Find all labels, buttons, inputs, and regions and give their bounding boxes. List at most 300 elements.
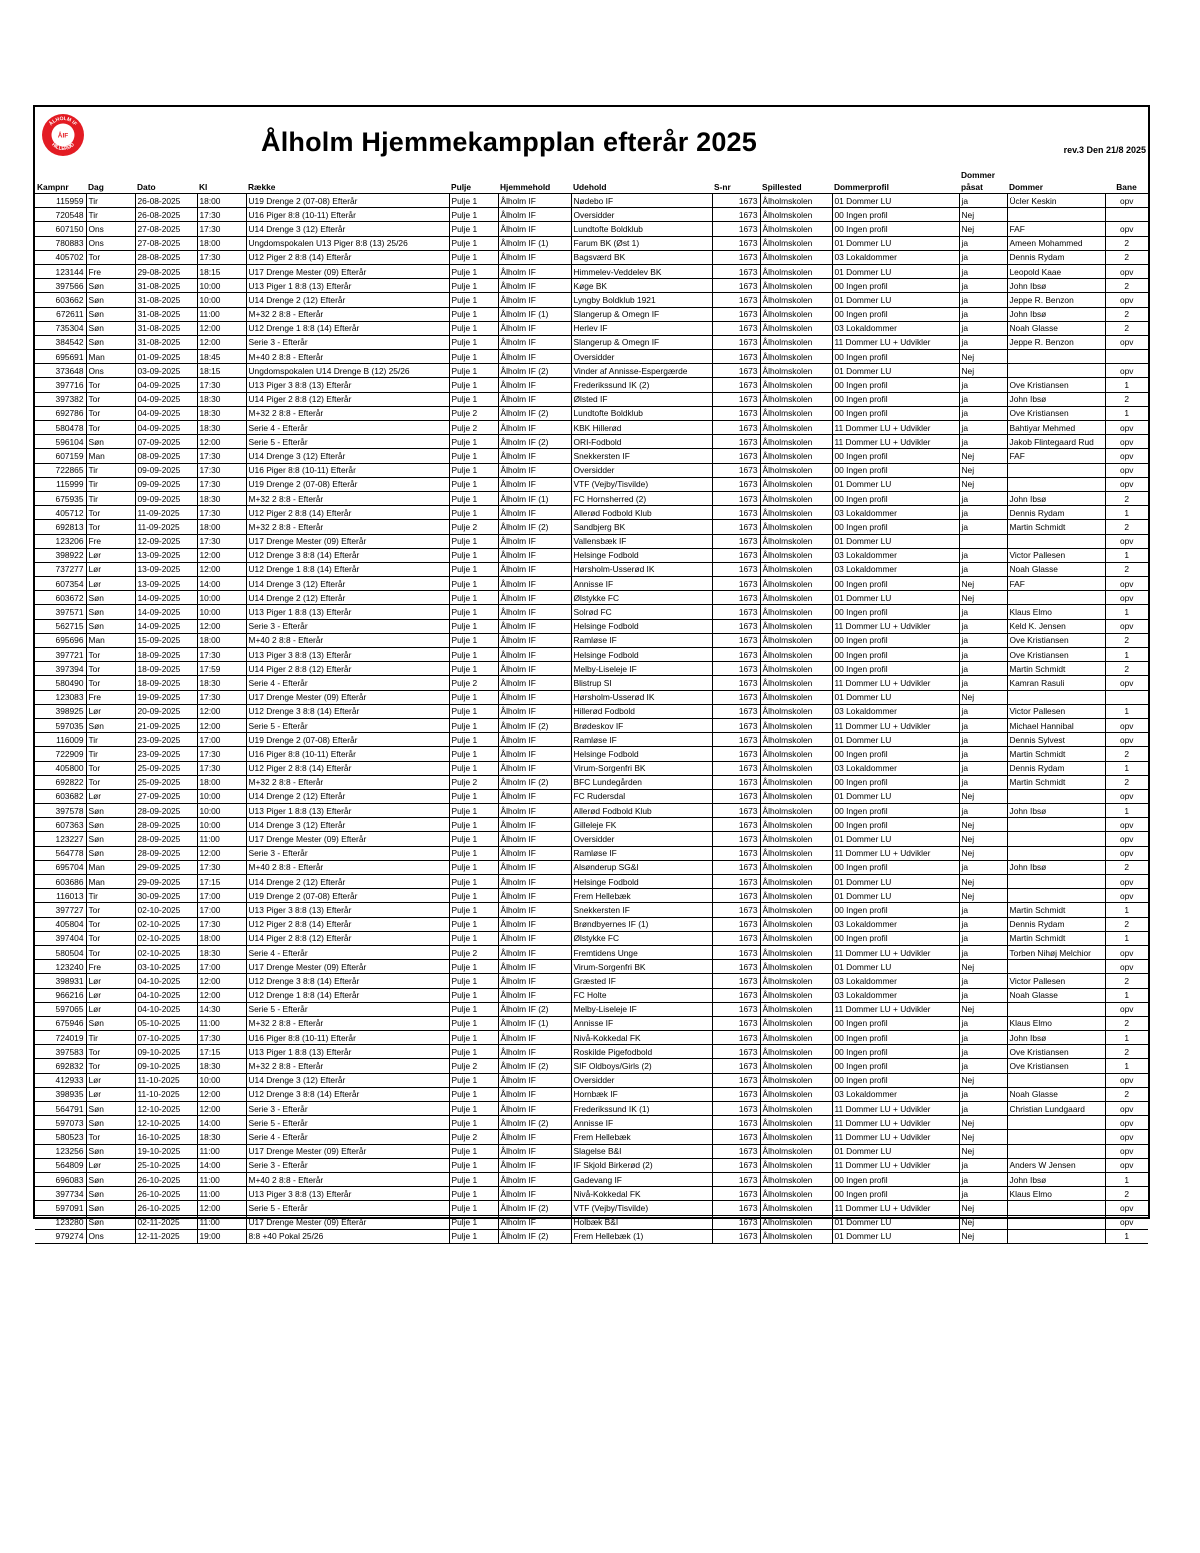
cell-dommer: Ove Kristiansen: [1007, 648, 1105, 662]
cell-s-nr: 1673: [712, 1229, 760, 1243]
cell-kampnr: 607159: [35, 449, 86, 463]
cell-udehold: Lundtofte Boldklub: [571, 406, 712, 420]
cell-dommer-paasat: Nej: [959, 449, 1007, 463]
cell-dommer: Ove Kristiansen: [1007, 406, 1105, 420]
cell-kampnr: 580490: [35, 676, 86, 690]
cell-dommer-paasat: ja: [959, 1016, 1007, 1030]
table-row: [35, 208, 1148, 222]
cell-dommer-paasat: ja: [959, 804, 1007, 818]
cell-pulje: Pulje 1: [449, 534, 498, 548]
cell-udehold: Allerød Fodbold Klub: [571, 506, 712, 520]
cell-pulje: Pulje 1: [449, 321, 498, 335]
cell-hjemmehold: Ålholm IF: [498, 818, 571, 832]
table-row: [35, 435, 1148, 449]
cell-dommer: John Ibsø: [1007, 491, 1105, 505]
cell-raekke: M+40 2 8:8 - Efterår: [246, 633, 449, 647]
cell-hjemmehold: Ålholm IF: [498, 279, 571, 293]
cell-kl: 18:15: [197, 264, 246, 278]
cell-kl: 10:00: [197, 591, 246, 605]
cell-raekke: U19 Drenge 2 (07-08) Efterår: [246, 194, 449, 208]
cell-pulje: Pulje 1: [449, 236, 498, 250]
cell-dato: 28-09-2025: [135, 832, 197, 846]
cell-kampnr: 397566: [35, 279, 86, 293]
cell-udehold: Ramløse IF: [571, 733, 712, 747]
cell-hjemmehold: Ålholm IF: [498, 463, 571, 477]
table-row: [35, 1215, 1148, 1229]
cell-dommer: John Ibsø: [1007, 307, 1105, 321]
cell-s-nr: 1673: [712, 449, 760, 463]
cell-kl: 12:00: [197, 435, 246, 449]
cell-udehold: Lundtofte Boldklub: [571, 222, 712, 236]
cell-dommer: Bahtiyar Mehmed: [1007, 421, 1105, 435]
cell-dommerprofil: 11 Dommer LU + Udvikler: [832, 619, 959, 633]
cell-dag: Søn: [86, 1187, 135, 1201]
cell-hjemmehold: Ålholm IF: [498, 804, 571, 818]
cell-raekke: M+40 2 8:8 - Efterår: [246, 1172, 449, 1186]
cell-s-nr: 1673: [712, 307, 760, 321]
cell-s-nr: 1673: [712, 648, 760, 662]
cell-kl: 12:00: [197, 718, 246, 732]
cell-pulje: Pulje 1: [449, 591, 498, 605]
cell-dato: 31-08-2025: [135, 293, 197, 307]
cell-dommer: Martin Schmidt: [1007, 520, 1105, 534]
cell-bane: 1: [1105, 761, 1148, 775]
col-header-pulje: Pulje: [449, 167, 498, 194]
cell-pulje: Pulje 1: [449, 1172, 498, 1186]
cell-kl: 11:00: [197, 1016, 246, 1030]
cell-pulje: Pulje 2: [449, 945, 498, 959]
cell-pulje: Pulje 1: [449, 562, 498, 576]
cell-udehold: Hørsholm-Usserød IK: [571, 690, 712, 704]
cell-kl: 17:00: [197, 733, 246, 747]
cell-dato: 12-10-2025: [135, 1102, 197, 1116]
cell-kampnr: 405804: [35, 917, 86, 931]
cell-dag: Lør: [86, 974, 135, 988]
cell-dato: 11-09-2025: [135, 506, 197, 520]
cell-pulje: Pulje 2: [449, 406, 498, 420]
cell-spillested: Ålholmskolen: [760, 477, 832, 491]
cell-dommer: Noah Glasse: [1007, 562, 1105, 576]
cell-raekke: U12 Drenge 3 8:8 (14) Efterår: [246, 1087, 449, 1101]
cell-dommerprofil: 11 Dommer LU + Udvikler: [832, 335, 959, 349]
cell-dommer: [1007, 1201, 1105, 1215]
cell-hjemmehold: Ålholm IF (2): [498, 775, 571, 789]
cell-udehold: Køge BK: [571, 279, 712, 293]
cell-dag: Tor: [86, 392, 135, 406]
cell-hjemmehold: Ålholm IF: [498, 421, 571, 435]
cell-raekke: U12 Drenge 3 8:8 (14) Efterår: [246, 548, 449, 562]
cell-kampnr: 692822: [35, 775, 86, 789]
cell-dag: Ons: [86, 236, 135, 250]
cell-dommer-paasat: ja: [959, 293, 1007, 307]
cell-dommer-paasat: ja: [959, 761, 1007, 775]
cell-dommerprofil: 00 Ingen profil: [832, 307, 959, 321]
cell-dommer: Martin Schmidt: [1007, 747, 1105, 761]
cell-dato: 04-10-2025: [135, 974, 197, 988]
cell-s-nr: 1673: [712, 1158, 760, 1172]
table-row: [35, 1229, 1148, 1243]
cell-spillested: Ålholmskolen: [760, 775, 832, 789]
cell-pulje: Pulje 1: [449, 718, 498, 732]
cell-s-nr: 1673: [712, 293, 760, 307]
cell-raekke: Serie 4 - Efterår: [246, 945, 449, 959]
cell-dato: 29-08-2025: [135, 264, 197, 278]
cell-dommerprofil: 01 Dommer LU: [832, 194, 959, 208]
cell-kampnr: 603672: [35, 591, 86, 605]
cell-dommer-paasat: ja: [959, 676, 1007, 690]
cell-s-nr: 1673: [712, 832, 760, 846]
cell-s-nr: 1673: [712, 945, 760, 959]
cell-dato: 15-09-2025: [135, 633, 197, 647]
cell-udehold: Virum-Sorgenfri BK: [571, 960, 712, 974]
table-row: [35, 392, 1148, 406]
cell-hjemmehold: Ålholm IF: [498, 378, 571, 392]
cell-dommer: [1007, 1116, 1105, 1130]
cell-kampnr: 692832: [35, 1059, 86, 1073]
cell-dommer-paasat: ja: [959, 1059, 1007, 1073]
cell-spillested: Ålholmskolen: [760, 279, 832, 293]
cell-kl: 11:00: [197, 1144, 246, 1158]
cell-raekke: U16 Piger 8:8 (10-11) Efterår: [246, 463, 449, 477]
cell-pulje: Pulje 1: [449, 931, 498, 945]
cell-kl: 17:30: [197, 477, 246, 491]
cell-raekke: U17 Drenge Mester (09) Efterår: [246, 960, 449, 974]
cell-s-nr: 1673: [712, 733, 760, 747]
cell-s-nr: 1673: [712, 577, 760, 591]
cell-pulje: Pulje 1: [449, 804, 498, 818]
cell-dato: 12-09-2025: [135, 534, 197, 548]
cell-spillested: Ålholmskolen: [760, 733, 832, 747]
cell-spillested: Ålholmskolen: [760, 562, 832, 576]
cell-spillested: Ålholmskolen: [760, 988, 832, 1002]
cell-hjemmehold: Ålholm IF: [498, 1031, 571, 1045]
cell-dommerprofil: 03 Lokaldommer: [832, 974, 959, 988]
cell-dato: 02-10-2025: [135, 945, 197, 959]
cell-dommer: John Ibsø: [1007, 392, 1105, 406]
table-row: [35, 889, 1148, 903]
cell-spillested: Ålholmskolen: [760, 591, 832, 605]
cell-kampnr: 675946: [35, 1016, 86, 1030]
cell-dag: Tor: [86, 676, 135, 690]
cell-dag: Lør: [86, 1087, 135, 1101]
cell-udehold: Virum-Sorgenfri BK: [571, 761, 712, 775]
cell-dommer-paasat: ja: [959, 1031, 1007, 1045]
cell-kampnr: 397721: [35, 648, 86, 662]
cell-hjemmehold: Ålholm IF: [498, 1087, 571, 1101]
cell-hjemmehold: Ålholm IF: [498, 662, 571, 676]
cell-dato: 25-10-2025: [135, 1158, 197, 1172]
cell-dag: Tor: [86, 378, 135, 392]
table-row: [35, 1102, 1148, 1116]
cell-dato: 04-10-2025: [135, 1002, 197, 1016]
table-row: [35, 619, 1148, 633]
cell-dato: 14-09-2025: [135, 591, 197, 605]
cell-kl: 17:30: [197, 506, 246, 520]
cell-kampnr: 397727: [35, 903, 86, 917]
cell-udehold: FC Hornsherred (2): [571, 491, 712, 505]
cell-raekke: U14 Drenge 2 (12) Efterår: [246, 875, 449, 889]
cell-kampnr: 116013: [35, 889, 86, 903]
cell-dato: 31-08-2025: [135, 335, 197, 349]
cell-dag: Søn: [86, 1201, 135, 1215]
cell-dommerprofil: 00 Ingen profil: [832, 378, 959, 392]
cell-raekke: U14 Piger 2 8:8 (12) Efterår: [246, 931, 449, 945]
cell-pulje: Pulje 1: [449, 1031, 498, 1045]
table-row: [35, 761, 1148, 775]
cell-hjemmehold: Ålholm IF (1): [498, 491, 571, 505]
cell-s-nr: 1673: [712, 676, 760, 690]
cell-bane: opv: [1105, 449, 1148, 463]
cell-kl: 17:15: [197, 1045, 246, 1059]
cell-dommerprofil: 01 Dommer LU: [832, 364, 959, 378]
cell-udehold: IF Skjold Birkerød (2): [571, 1158, 712, 1172]
cell-hjemmehold: Ålholm IF: [498, 1172, 571, 1186]
cell-udehold: Slangerup & Omegn IF: [571, 335, 712, 349]
cell-s-nr: 1673: [712, 761, 760, 775]
cell-hjemmehold: Ålholm IF: [498, 690, 571, 704]
table-row: [35, 264, 1148, 278]
cell-dato: 13-09-2025: [135, 562, 197, 576]
cell-udehold: Herlev IF: [571, 321, 712, 335]
cell-kl: 18:00: [197, 931, 246, 945]
cell-hjemmehold: Ålholm IF: [498, 931, 571, 945]
table-row: [35, 789, 1148, 803]
cell-udehold: Frem Hellebæk: [571, 1130, 712, 1144]
cell-kampnr: 405702: [35, 250, 86, 264]
table-row: [35, 236, 1148, 250]
cell-dommer: [1007, 591, 1105, 605]
cell-bane: 1: [1105, 931, 1148, 945]
cell-dag: Tor: [86, 1130, 135, 1144]
cell-raekke: U14 Drenge 3 (12) Efterår: [246, 1073, 449, 1087]
cell-kl: 17:15: [197, 875, 246, 889]
cell-pulje: Pulje 1: [449, 605, 498, 619]
cell-kampnr: 123206: [35, 534, 86, 548]
cell-hjemmehold: Ålholm IF: [498, 548, 571, 562]
table-row: [35, 931, 1148, 945]
cell-hjemmehold: Ålholm IF: [498, 832, 571, 846]
cell-dommerprofil: 11 Dommer LU + Udvikler: [832, 421, 959, 435]
cell-dato: 31-08-2025: [135, 279, 197, 293]
cell-dag: Man: [86, 350, 135, 364]
cell-s-nr: 1673: [712, 619, 760, 633]
table-row: [35, 676, 1148, 690]
cell-dag: Man: [86, 449, 135, 463]
cell-dommer-paasat: ja: [959, 775, 1007, 789]
cell-kampnr: 397571: [35, 605, 86, 619]
cell-dommerprofil: 00 Ingen profil: [832, 1073, 959, 1087]
cell-raekke: U17 Drenge Mester (09) Efterår: [246, 690, 449, 704]
cell-dato: 13-09-2025: [135, 548, 197, 562]
cell-dag: Tir: [86, 733, 135, 747]
cell-raekke: U13 Piger 3 8:8 (13) Efterår: [246, 903, 449, 917]
table-row: [35, 1187, 1148, 1201]
cell-udehold: Oversidder: [571, 350, 712, 364]
cell-bane: opv: [1105, 1002, 1148, 1016]
cell-bane: 2: [1105, 392, 1148, 406]
cell-bane: 2: [1105, 236, 1148, 250]
cell-dag: Tor: [86, 931, 135, 945]
cell-dommer-paasat: ja: [959, 194, 1007, 208]
cell-kl: 12:00: [197, 1087, 246, 1101]
table-row: [35, 477, 1148, 491]
cell-kl: 18:15: [197, 364, 246, 378]
cell-dag: Lør: [86, 1073, 135, 1087]
cell-dommer: Martin Schmidt: [1007, 931, 1105, 945]
cell-udehold: Melby-Liseleje IF: [571, 1002, 712, 1016]
cell-bane: opv: [1105, 477, 1148, 491]
cell-dommer-paasat: ja: [959, 435, 1007, 449]
cell-dag: Tor: [86, 662, 135, 676]
cell-bane: opv: [1105, 619, 1148, 633]
cell-s-nr: 1673: [712, 1187, 760, 1201]
cell-dag: Man: [86, 860, 135, 874]
cell-dato: 11-09-2025: [135, 520, 197, 534]
cell-dommer: John Ibsø: [1007, 1172, 1105, 1186]
cell-spillested: Ålholmskolen: [760, 747, 832, 761]
table-row: [35, 818, 1148, 832]
cell-dag: Søn: [86, 591, 135, 605]
cell-dommerprofil: 11 Dommer LU + Udvikler: [832, 1002, 959, 1016]
cell-spillested: Ålholmskolen: [760, 1045, 832, 1059]
col-header-hjemmehold: Hjemmehold: [498, 167, 571, 194]
cell-bane: 2: [1105, 633, 1148, 647]
cell-pulje: Pulje 1: [449, 733, 498, 747]
revision-note: rev.3 Den 21/8 2025: [1063, 145, 1146, 155]
cell-bane: 1: [1105, 903, 1148, 917]
cell-udehold: Frem Hellebæk (1): [571, 1229, 712, 1243]
cell-raekke: Serie 4 - Efterår: [246, 421, 449, 435]
cell-dag: Søn: [86, 279, 135, 293]
cell-raekke: Serie 3 - Efterår: [246, 846, 449, 860]
table-row: [35, 222, 1148, 236]
cell-dommer-paasat: ja: [959, 236, 1007, 250]
cell-pulje: Pulje 1: [449, 917, 498, 931]
cell-dag: Søn: [86, 293, 135, 307]
cell-dommer: Noah Glasse: [1007, 988, 1105, 1002]
cell-dag: Tir: [86, 1031, 135, 1045]
cell-hjemmehold: Ålholm IF: [498, 1215, 571, 1229]
cell-dag: Tor: [86, 917, 135, 931]
cell-udehold: Himmelev-Veddelev BK: [571, 264, 712, 278]
cell-dato: 04-09-2025: [135, 378, 197, 392]
cell-bane: opv: [1105, 264, 1148, 278]
cell-raekke: Ungdomspokalen U13 Piger 8:8 (13) 25/26: [246, 236, 449, 250]
cell-dommer-paasat: ja: [959, 988, 1007, 1002]
cell-bane: opv: [1105, 718, 1148, 732]
cell-dato: 01-09-2025: [135, 350, 197, 364]
cell-dommerprofil: 00 Ingen profil: [832, 1172, 959, 1186]
cell-bane: opv: [1105, 194, 1148, 208]
cell-s-nr: 1673: [712, 1172, 760, 1186]
cell-kl: 12:00: [197, 974, 246, 988]
cell-dommerprofil: 11 Dommer LU + Udvikler: [832, 1201, 959, 1215]
cell-bane: opv: [1105, 335, 1148, 349]
cell-dommer: Jakob Flintegaard Rud: [1007, 435, 1105, 449]
cell-kl: 17:59: [197, 662, 246, 676]
cell-pulje: Pulje 1: [449, 974, 498, 988]
table-row: [35, 704, 1148, 718]
cell-dommerprofil: 03 Lokaldommer: [832, 917, 959, 931]
table-row: [35, 775, 1148, 789]
cell-dommer: Victor Pallesen: [1007, 974, 1105, 988]
table-row: [35, 350, 1148, 364]
cell-hjemmehold: Ålholm IF (2): [498, 435, 571, 449]
cell-dommerprofil: 01 Dommer LU: [832, 591, 959, 605]
cell-s-nr: 1673: [712, 633, 760, 647]
table-row: [35, 1172, 1148, 1186]
cell-kampnr: 720548: [35, 208, 86, 222]
cell-udehold: Fremtidens Unge: [571, 945, 712, 959]
table-row: [35, 875, 1148, 889]
cell-spillested: Ålholmskolen: [760, 449, 832, 463]
cell-kampnr: 398922: [35, 548, 86, 562]
cell-dommer: [1007, 364, 1105, 378]
cell-dommerprofil: 11 Dommer LU + Udvikler: [832, 1116, 959, 1130]
cell-udehold: Slagelse B&I: [571, 1144, 712, 1158]
cell-pulje: Pulje 1: [449, 1073, 498, 1087]
table-row: [35, 321, 1148, 335]
cell-dommer-paasat: Nej: [959, 960, 1007, 974]
cell-kl: 10:00: [197, 818, 246, 832]
cell-dommerprofil: 11 Dommer LU + Udvikler: [832, 718, 959, 732]
cell-spillested: Ålholmskolen: [760, 392, 832, 406]
table-row: [35, 562, 1148, 576]
cell-dato: 28-09-2025: [135, 804, 197, 818]
cell-dommer: John Ibsø: [1007, 860, 1105, 874]
cell-spillested: Ålholmskolen: [760, 676, 832, 690]
cell-spillested: Ålholmskolen: [760, 761, 832, 775]
cell-kl: 14:00: [197, 577, 246, 591]
cell-udehold: Ramløse IF: [571, 846, 712, 860]
cell-dommer: [1007, 1002, 1105, 1016]
cell-udehold: Vinder af Annisse-Espergærde: [571, 364, 712, 378]
cell-dommerprofil: 00 Ingen profil: [832, 1045, 959, 1059]
cell-dommerprofil: 01 Dommer LU: [832, 264, 959, 278]
cell-dag: Søn: [86, 605, 135, 619]
cell-hjemmehold: Ålholm IF: [498, 477, 571, 491]
cell-hjemmehold: Ålholm IF: [498, 1102, 571, 1116]
cell-dag: Tir: [86, 889, 135, 903]
cell-spillested: Ålholmskolen: [760, 917, 832, 931]
cell-kampnr: 373648: [35, 364, 86, 378]
table-row: [35, 520, 1148, 534]
cell-spillested: Ålholmskolen: [760, 194, 832, 208]
cell-raekke: U17 Drenge Mester (09) Efterår: [246, 1144, 449, 1158]
cell-dommer: [1007, 846, 1105, 860]
cell-bane: 1: [1105, 548, 1148, 562]
match-table: [35, 167, 1148, 1244]
cell-bane: opv: [1105, 1102, 1148, 1116]
cell-udehold: Oversidder: [571, 208, 712, 222]
cell-udehold: Ølstykke FC: [571, 591, 712, 605]
cell-pulje: Pulje 1: [449, 704, 498, 718]
cell-dag: Søn: [86, 435, 135, 449]
cell-dag: Ons: [86, 1229, 135, 1243]
cell-pulje: Pulje 1: [449, 350, 498, 364]
cell-kampnr: 123227: [35, 832, 86, 846]
cell-dommer-paasat: ja: [959, 335, 1007, 349]
cell-raekke: U19 Drenge 2 (07-08) Efterår: [246, 733, 449, 747]
cell-dato: 29-09-2025: [135, 860, 197, 874]
cell-udehold: Hornbæk IF: [571, 1087, 712, 1101]
cell-dommer-paasat: ja: [959, 733, 1007, 747]
cell-pulje: Pulje 1: [449, 875, 498, 889]
cell-dag: Søn: [86, 321, 135, 335]
cell-kl: 12:00: [197, 704, 246, 718]
cell-bane: opv: [1105, 832, 1148, 846]
cell-pulje: Pulje 1: [449, 818, 498, 832]
